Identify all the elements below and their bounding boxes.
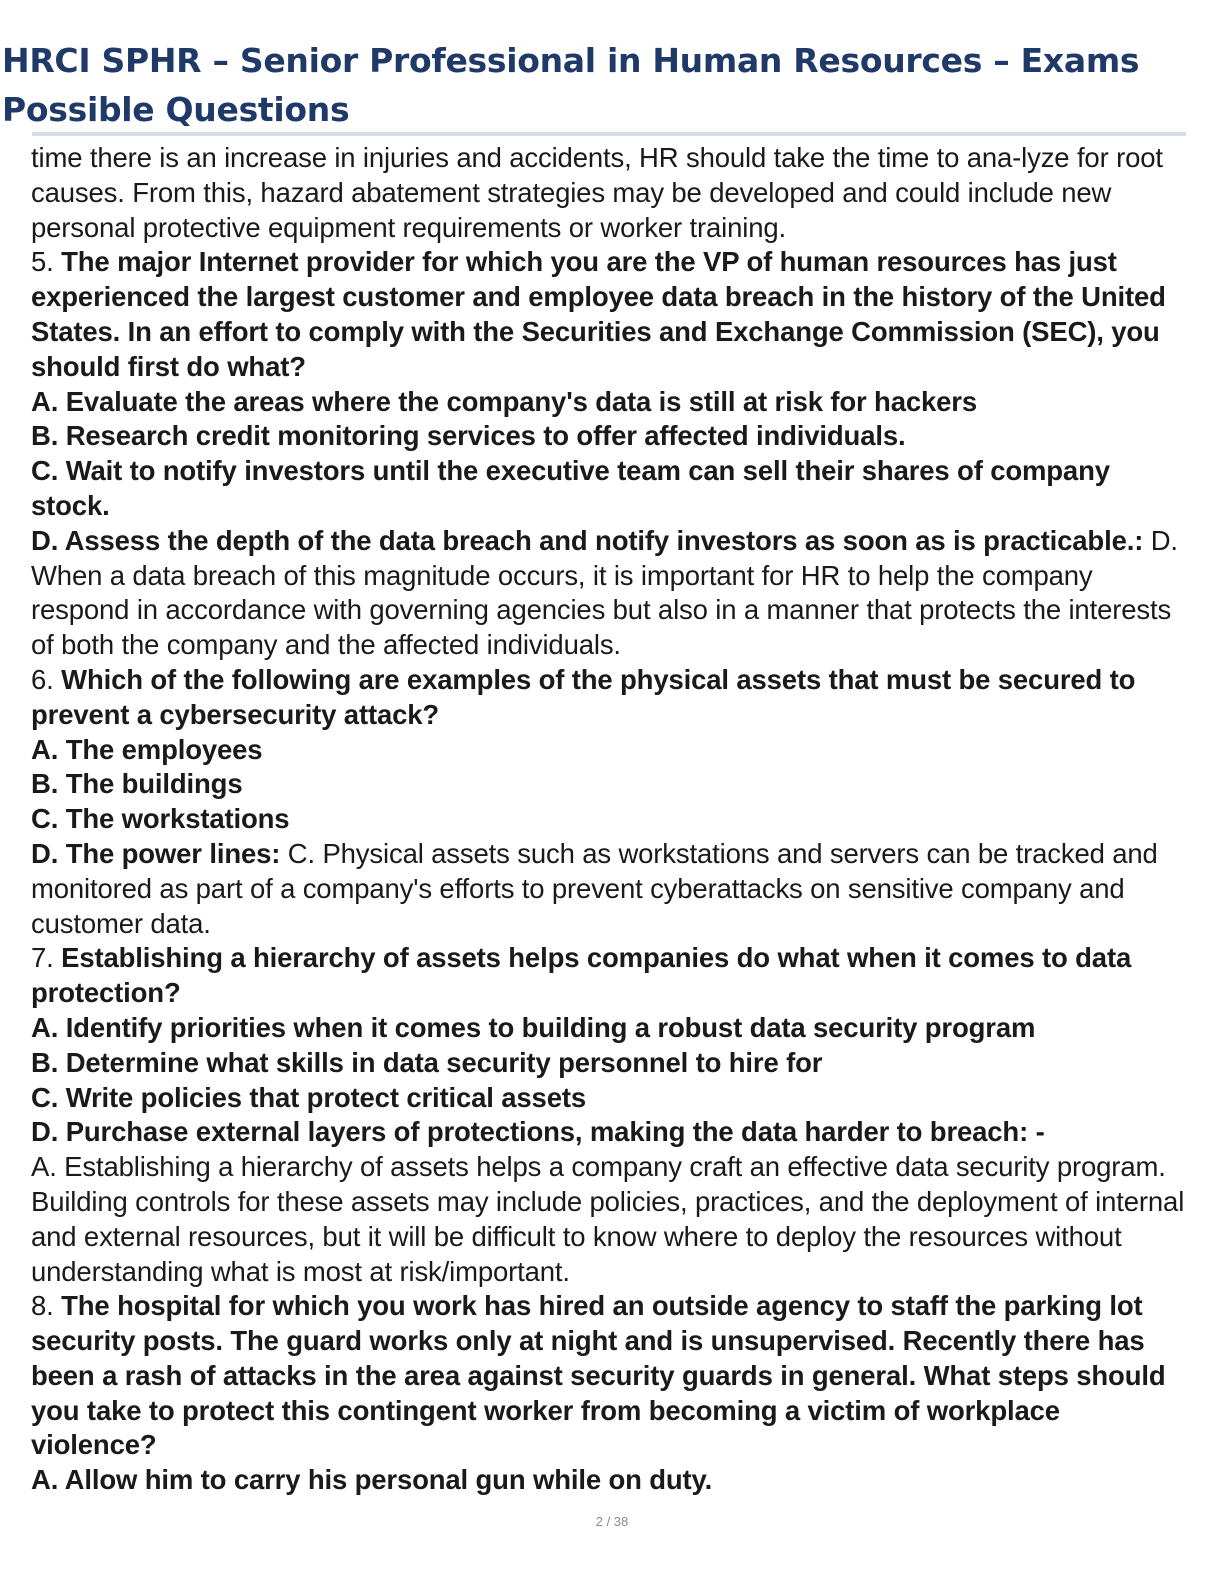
- question-6-option-b: B. The buildings: [31, 768, 243, 800]
- question-7-prompt: Establishing a hierarchy of assets helps companies do what when it comes to data protection?: [31, 942, 1132, 1009]
- question-6-prompt: Which of the following are examples of the physical assets that must be secured to prevent a cybersecurity attack?: [31, 663, 1136, 730]
- question-6-option-d-with-answer: [31, 837, 1187, 941]
- page-indicator: 2 / 38: [595, 1514, 629, 1529]
- question-5-number: 5.: [31, 246, 54, 278]
- header-divider: [32, 132, 1186, 136]
- document-title-line2: Possible Questions: [2, 90, 350, 129]
- document-header: [2, 36, 1182, 134]
- question-5-option-a: A. Evaluate the areas where the company's data is still at risk for hackers: [31, 385, 977, 417]
- question-6-option-c: C. The workstations: [31, 803, 290, 835]
- question-8-number: 8.: [31, 1290, 54, 1322]
- question-7-option-d: D. Purchase external layers of protections, making the data harder to breach: -: [31, 1116, 1045, 1148]
- question-7: [31, 941, 1187, 1289]
- document-title-line1: HRCI SPHR – Senior Professional in Human Resources – Exams: [2, 41, 1140, 80]
- question-6: [31, 663, 1187, 941]
- question-7-number: 7.: [31, 942, 54, 974]
- question-7-option-a: A. Identify priorities when it comes to building a robust data security program: [31, 1011, 1036, 1043]
- question-8-prompt: The hospital for which you work has hired an outside agency to staff the parking lot security posts. The guard works only at night and is unsupervised. Recently there has been a rash of attacks in the area against security guards in general. What steps should you take to protect this contingent worker from becoming a victim of workplace violence?: [31, 1290, 1166, 1461]
- question-5-prompt: The major Internet provider for which you are the VP of human resources has just experienced the largest customer and employee data breach in the history of the United States. In an effort to comply with the Securities and Exchange Commission (SEC), you should first do what?: [31, 246, 1166, 382]
- intro-paragraph: time there is an increase in injuries and accidents, HR should take the time to ana-lyze for root causes. From this, hazard abatement strategies may be developed and could include new personal protective equipment requirements or worker training.: [31, 142, 1163, 243]
- question-5-answer: D. When a data breach of this magnitude occurs, it is important for HR to help the company respond in accordance with governing agencies but also in a manner that protects the interests of both the company and the affected individuals.: [31, 524, 1178, 661]
- question-5-option-b: B. Research credit monitoring services to offer affected individuals.: [31, 420, 906, 452]
- question-7-text: [31, 941, 1187, 1011]
- document-title: [2, 36, 1182, 134]
- question-8-option-a: A. Allow him to carry his personal gun while on duty.: [31, 1464, 713, 1496]
- question-8: [31, 1289, 1187, 1498]
- question-7-answer: A. Establishing a hierarchy of assets helps a company craft an effective data security program. Building controls for these assets may include policies, practices, and the deployment of internal and external resources, but it will be difficult to know where to deploy the resources without understanding what is most at risk/important.: [31, 1151, 1185, 1287]
- question-8-text: [31, 1289, 1187, 1463]
- question-7-option-c: C. Write policies that protect critical assets: [31, 1081, 586, 1113]
- question-6-option-d: D. The power lines:: [31, 837, 281, 869]
- question-5-option-c: C. Wait to notify investors until the executive team can sell their shares of company stock.: [31, 455, 1110, 521]
- question-5-text: [31, 245, 1187, 384]
- question-5-option-d: D. Assess the depth of the data breach and notify investors as soon as is practicable.:: [31, 524, 1144, 556]
- question-7-option-b: B. Determine what skills in data security personnel to hire for: [31, 1046, 823, 1078]
- question-5-option-d-with-answer: [31, 524, 1187, 663]
- question-6-number: 6.: [31, 663, 54, 695]
- question-6-text: [31, 663, 1187, 733]
- question-5: [31, 245, 1187, 663]
- question-6-answer: C. Physical assets such as workstations and servers can be tracked and monitored as part of a company's efforts to prevent cyberattacks on sensitive company and customer data.: [31, 837, 1158, 939]
- document-body: [31, 141, 1187, 1498]
- question-6-option-a: A. The employees: [31, 733, 263, 765]
